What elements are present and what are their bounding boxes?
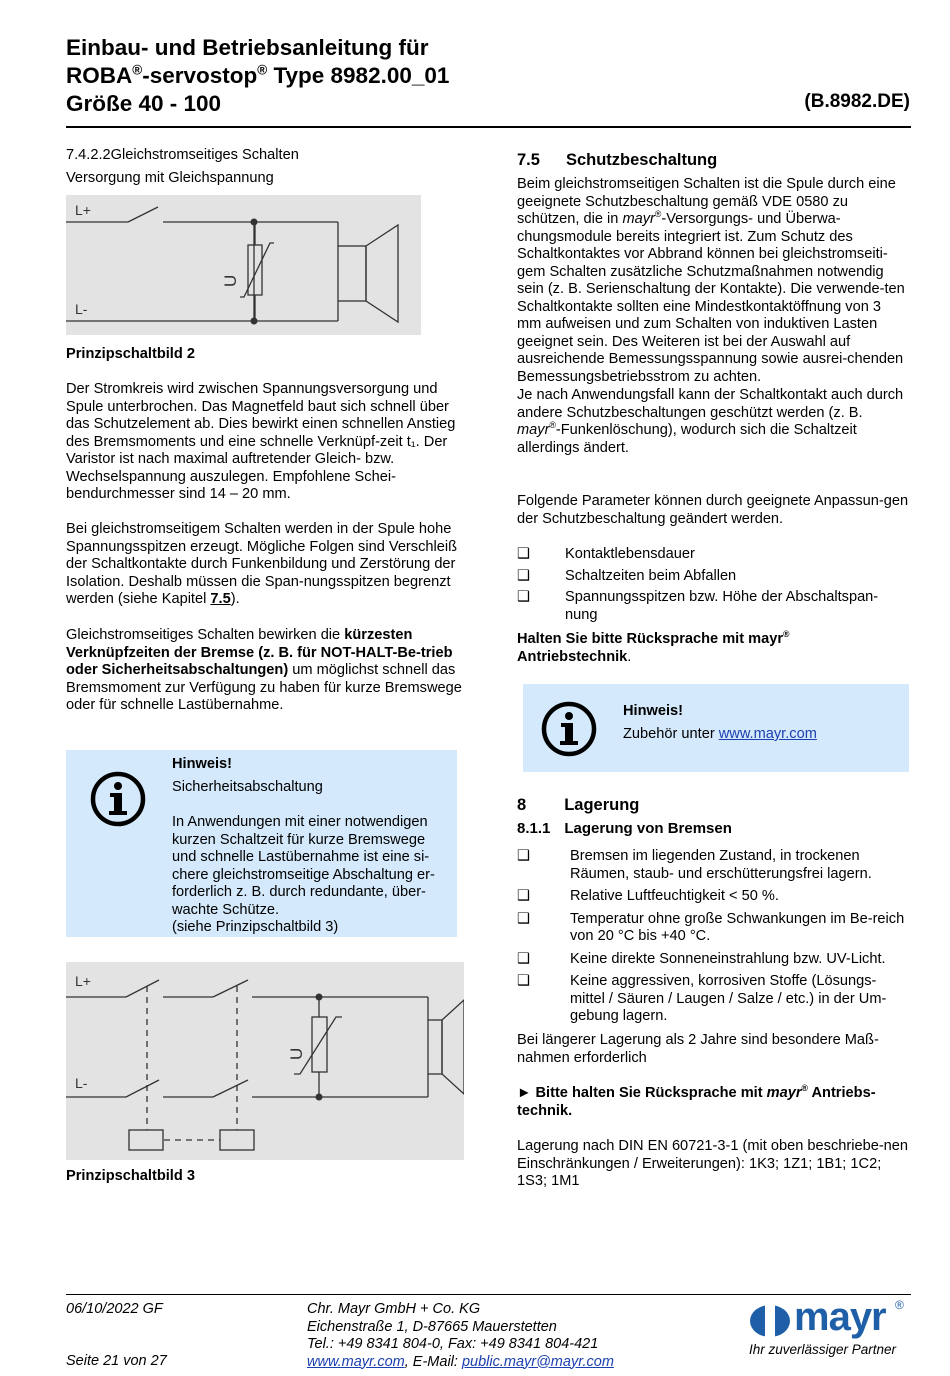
footer-contact: www.mayr.com, E-Mail: public.mayr@mayr.com — [307, 1353, 614, 1370]
list-item: ❑ Temperatur ohne große Schwankungen im Be-reich von 20 °C bis +40 °C. — [517, 910, 905, 944]
note-subtitle: Sicherheitsabschaltung — [172, 779, 323, 795]
paragraph-2: Bei gleichstromseitigem Schalten werden in der Spule hohe Spannungsspitzen erzeugt. Mögliche Folgen sind Verschleiß der Schaltkontakte durch Funkenbildung und Zerstörung der Isolation. Deshalb müssen die Span-nungsspitzen begrenzt werden (siehe Kapitel 7.5). — [66, 521, 458, 607]
footer-page-number: Seite 21 von 27 — [66, 1353, 167, 1369]
section-subtitle: Versorgung mit Gleichspannung — [66, 170, 274, 186]
footer-email-link[interactable]: public.mayr@mayr.com — [461, 1353, 614, 1370]
section-heading-8: 8 Lagerung — [517, 796, 640, 814]
caption-diagram-2: Prinzipschaltbild 2 — [66, 346, 195, 362]
title-line-3: Größe 40 - 100 — [66, 91, 222, 116]
list-item: ❑ Keine aggressiven, korrosiven Stoffe (Lösungs-mittel / Säuren / Laugen / Salze / etc.) in der Um-gebung lagern. — [517, 973, 887, 1024]
info-icon — [89, 770, 147, 828]
section-7-5-paragraph-1: Beim gleichstromseitigen Schalten ist die Spule durch eine geeignete Schutzbeschaltung gemäß VDE 0580 zu schützen, die in mayr®-Versorgungs- und Überwa-chungsmodule bereits integriert ist. Zum Schutz des Schaltkontaktes vor Abbrand können bei gleichstromseiti-gem Schalten zusätzliche Schutzmaßnahmen notwendig sein (z. B. Serienschaltung der Kontakte). Die verwende-ten Schaltkontakte sollten eine Mindestkontaktöffnung von 3 mm aufweisen und zum Schalten von induktiven Lasten geeignet sein. Des Weiteren ist bei der Auswahl auf ausreichende Bemessungsspannung sowie ausrei-chenden Bemessungsbetriebsstrom zu achten. — [517, 176, 905, 385]
paragraph-1: Der Stromkreis wird zwischen Spannungsversorgung und Spule unterbrochen. Das Magnetfeld baut sich schnell über das Schutzelement ab. Dies bewirkt einen schnellen Anstieg des Bremsmoments und eine schnelle Verknüpf-zeit t₁. Der Varistor ist nach maximal auftretender Gleich- bzw. Wechselspannung auszulegen. Empfohlene Schei-bendurchmesser sind 14 – 20 mm. — [66, 381, 456, 502]
mayr-website-link[interactable]: www.mayr.com — [718, 726, 817, 742]
din-storage-spec: Lagerung nach DIN EN 60721-3-1 (mit oben beschriebe-nen Einschränkungen / Erweiterungen): 1K3; 1Z1; 1B1; 1C2; 1S3; 1M1 — [517, 1138, 909, 1189]
section-heading-7-4-2-2: 7.4.2.2Gleichstromseitiges Schalten — [66, 147, 299, 163]
diagram2-u-label: U — [221, 274, 240, 287]
mayr-logo-icon — [748, 1303, 792, 1339]
parameter-intro: Folgende Parameter können durch geeignete Anpassun-gen der Schutzbeschaltung geändert werden. — [517, 493, 909, 527]
logo-tagline: Ihr zuverlässiger Partner — [749, 1342, 897, 1357]
info-icon — [540, 700, 598, 758]
mayr-logo — [748, 1295, 908, 1372]
list-item: ❑ Relative Luftfeuchtigkeit < 50 %. — [517, 888, 779, 904]
logo-wordmark: mayr — [794, 1295, 886, 1339]
long-storage-note: Bei längerer Lagerung als 2 Jahre sind besondere Maß-nahmen erforderlich — [517, 1032, 879, 1066]
checkbox-icon: ❑ — [517, 888, 531, 904]
list-item: ❑ Spannungsspitzen bzw. Höhe der Abschaltspan-nung — [517, 589, 879, 623]
logo-registered: ® — [895, 1298, 904, 1312]
paragraph-3: Gleichstromseitiges Schalten bewirken die kürzesten Verknüpfzeiten der Bremse (z. B. für NOT-HALT-Be-trieb oder Sicherheitsabschaltungen) um möglichst schnell das Bremsmoment zur Verfügung zu haben für kurze Bremswege oder für schnelle Lastübernahme. — [66, 627, 462, 713]
document-code: (B.8982.DE) — [804, 91, 910, 112]
footer-company: Chr. Mayr GmbH + Co. KG — [307, 1301, 481, 1317]
circuit-diagram-3-graphic — [66, 962, 464, 1160]
circuit-diagram-3 — [66, 962, 464, 1160]
note-title: Hinweis! — [172, 756, 233, 772]
footer-date: 06/10/2022 GF — [66, 1301, 163, 1317]
document-title — [66, 34, 449, 118]
storage-list — [517, 848, 909, 1031]
note2-title: Hinweis! — [623, 703, 684, 719]
note2-text: Zubehör unter www.mayr.com — [623, 726, 817, 742]
header-divider — [66, 126, 911, 128]
note-reference: (siehe Prinzipschaltbild 3) — [172, 919, 339, 935]
list-item: ❑ Schaltzeiten beim Abfallen — [517, 567, 737, 584]
section-heading-8-1-1: 8.1.1 Lagerung von Bremsen — [517, 820, 732, 837]
note-box-accessories — [523, 684, 909, 772]
diagram3-l-minus: L- — [75, 1075, 88, 1091]
list-item: ❑ Kontaktlebensdauer — [517, 546, 695, 562]
section-7-5-paragraph-2: Je nach Anwendungsfall kann der Schaltkontakt auch durch andere Schutzbeschaltungen geschützt werden (z. B. mayr®-Funkenlöschung), wodurch sich die Schaltzeit allerdings ändert. — [517, 387, 904, 456]
chapter-link-7-5[interactable]: 7.5 — [210, 591, 231, 607]
checkbox-icon: ❑ — [517, 546, 531, 562]
checkbox-icon: ❑ — [517, 910, 531, 927]
checkbox-icon: ❑ — [517, 589, 531, 605]
footer-address: Eichenstraße 1, D-87665 Mauerstetten — [307, 1318, 557, 1335]
diagram2-l-plus: L+ — [75, 202, 91, 218]
diagram3-l-plus: L+ — [75, 973, 91, 989]
checkbox-icon: ❑ — [517, 848, 531, 864]
checkbox-icon: ❑ — [517, 973, 531, 989]
diagram3-u-label: U — [287, 1047, 306, 1060]
section-heading-7-5: 7.5 Schutzbeschaltung — [517, 151, 718, 169]
footer-web-link[interactable]: www.mayr.com — [307, 1353, 405, 1370]
circuit-diagram-2 — [66, 195, 421, 335]
note-box-safety — [66, 750, 457, 937]
parameter-list — [517, 546, 909, 628]
title-line-1: Einbau- und Betriebsanleitung für — [66, 35, 429, 60]
list-item: ❑ Keine direkte Sonneneinstrahlung bzw. UV-Licht. — [517, 950, 886, 967]
checkbox-icon: ❑ — [517, 950, 531, 967]
checkbox-icon: ❑ — [517, 567, 531, 584]
diagram2-l-minus: L- — [75, 301, 88, 317]
footer-company-info — [307, 1301, 614, 1371]
footer-divider — [66, 1294, 911, 1295]
contact-mayr-note: Halten Sie bitte Rücksprache mit mayr® Antriebstechnik. — [517, 629, 790, 665]
footer-phone: Tel.: +49 8341 804-0, Fax: +49 8341 804-421 — [307, 1336, 599, 1352]
list-item: ❑ Bremsen im liegenden Zustand, in trockenen Räumen, staub- und erschütterungsfrei lagern. — [517, 848, 872, 882]
title-line-2: ROBA®-servostop® Type 8982.00_01 — [66, 62, 450, 88]
circuit-diagram-2-graphic — [66, 195, 421, 335]
caption-diagram-3: Prinzipschaltbild 3 — [66, 1168, 195, 1184]
note-body: In Anwendungen mit einer notwendigen kurzen Schaltzeit für kurze Bremswege und schnelle Lastübernahme ist eine si-chere gleichstromseitige Abschaltung er-forderlich z. B. durch redundante, über-wachte Schütze. — [172, 814, 435, 918]
contact-arrow-note: ► Bitte halten Sie Rücksprache mit mayr® Antriebs-technik. — [517, 1083, 876, 1119]
